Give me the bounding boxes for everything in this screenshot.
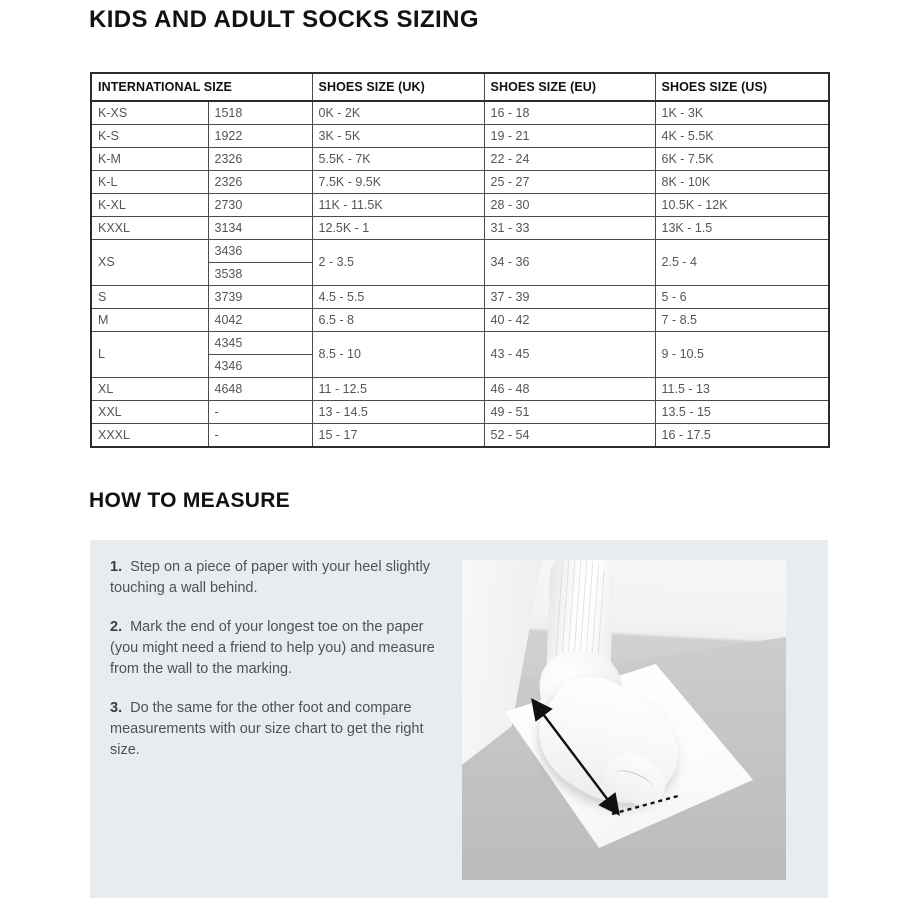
cell-us-size: 13.5 - 15 [655,401,829,424]
cell-uk-size: 8.5 - 10 [312,332,484,378]
cell-international-number: 2326 [208,171,312,194]
measure-step [110,617,440,680]
cell-international-number: 3739 [208,286,312,309]
cell-us-size: 6K - 7.5K [655,148,829,171]
measure-step-text: Do the same for the other foot and compare measurements with our size chart to get the right size. [110,700,424,758]
table-header-row [91,73,829,101]
table-body [91,101,829,447]
table-row [91,194,829,217]
cell-international-size: M [91,309,208,332]
cell-international-size: K-XS [91,101,208,125]
cell-us-size: 5 - 6 [655,286,829,309]
table-row [91,240,829,263]
cell-eu-size: 52 - 54 [484,424,655,448]
cell-eu-size: 40 - 42 [484,309,655,332]
page-title: KIDS AND ADULT SOCKS SIZING [89,6,479,33]
measure-step-number: 2. [110,619,123,635]
table-row [91,125,829,148]
cell-international-size: S [91,286,208,309]
cell-eu-size: 19 - 21 [484,125,655,148]
measure-steps-list [110,557,440,779]
table-row [91,171,829,194]
cell-international-size: K-S [91,125,208,148]
cell-us-size: 7 - 8.5 [655,309,829,332]
cell-international-size: K-M [91,148,208,171]
cell-international-number: 3538 [208,263,312,286]
cell-eu-size: 43 - 45 [484,332,655,378]
cell-uk-size: 15 - 17 [312,424,484,448]
cell-uk-size: 4.5 - 5.5 [312,286,484,309]
measure-step-text: Step on a piece of paper with your heel slightly touching a wall behind. [110,559,430,596]
cell-uk-size: 5.5K - 7K [312,148,484,171]
cell-us-size: 10.5K - 12K [655,194,829,217]
measure-step-number: 3. [110,700,123,716]
cell-eu-size: 28 - 30 [484,194,655,217]
cell-international-number: 4042 [208,309,312,332]
cell-international-number: 3436 [208,240,312,263]
cell-us-size: 11.5 - 13 [655,378,829,401]
cell-international-number: 4345 [208,332,312,355]
cell-eu-size: 31 - 33 [484,217,655,240]
cell-eu-size: 37 - 39 [484,286,655,309]
cell-uk-size: 11K - 11.5K [312,194,484,217]
cell-us-size: 8K - 10K [655,171,829,194]
cell-uk-size: 0K - 2K [312,101,484,125]
cell-international-number: 4648 [208,378,312,401]
cell-us-size: 2.5 - 4 [655,240,829,286]
column-header-international-size: INTERNATIONAL SIZE [91,73,312,101]
measure-step-number: 1. [110,559,123,575]
table-header [91,73,829,101]
cell-uk-size: 6.5 - 8 [312,309,484,332]
cell-uk-size: 7.5K - 9.5K [312,171,484,194]
cell-eu-size: 46 - 48 [484,378,655,401]
table-row [91,148,829,171]
cell-international-size: XXXL [91,424,208,448]
cell-international-number: 1922 [208,125,312,148]
cell-eu-size: 16 - 18 [484,101,655,125]
table-row [91,309,829,332]
table-row [91,401,829,424]
column-header-shoes-size-uk: SHOES SIZE (UK) [312,73,484,101]
size-chart-table [90,72,830,448]
cell-us-size: 4K - 5.5K [655,125,829,148]
cell-international-number: 2326 [208,148,312,171]
cell-eu-size: 25 - 27 [484,171,655,194]
table-row [91,286,829,309]
column-header-shoes-size-us: SHOES SIZE (US) [655,73,829,101]
cell-international-size: K-XL [91,194,208,217]
cell-international-number: 3134 [208,217,312,240]
measure-step [110,698,440,761]
measure-photo [462,560,786,880]
cell-uk-size: 11 - 12.5 [312,378,484,401]
cell-international-size: XL [91,378,208,401]
cell-international-size: K-L [91,171,208,194]
table-row [91,378,829,401]
cell-international-number: - [208,401,312,424]
cell-eu-size: 22 - 24 [484,148,655,171]
cell-us-size: 16 - 17.5 [655,424,829,448]
table-row [91,332,829,355]
measurement-arrow-icon [462,560,786,880]
measure-step [110,557,440,599]
cell-international-number: 2730 [208,194,312,217]
table-row [91,424,829,448]
table-row [91,101,829,125]
measure-step-text: Mark the end of your longest toe on the paper (you might need a friend to help you) and measure from the wall to the marking. [110,619,435,677]
cell-international-number: 1518 [208,101,312,125]
cell-uk-size: 2 - 3.5 [312,240,484,286]
cell-international-size: L [91,332,208,378]
how-to-measure-panel [90,540,828,898]
cell-eu-size: 49 - 51 [484,401,655,424]
cell-us-size: 1K - 3K [655,101,829,125]
cell-international-number: 4346 [208,355,312,378]
cell-eu-size: 34 - 36 [484,240,655,286]
table-row [91,217,829,240]
cell-international-number: - [208,424,312,448]
cell-international-size: KXXL [91,217,208,240]
cell-international-size: XS [91,240,208,286]
cell-us-size: 13K - 1.5 [655,217,829,240]
column-header-shoes-size-eu: SHOES SIZE (EU) [484,73,655,101]
cell-uk-size: 12.5K - 1 [312,217,484,240]
section-title-how-to-measure: HOW TO MEASURE [89,489,290,512]
cell-uk-size: 13 - 14.5 [312,401,484,424]
cell-us-size: 9 - 10.5 [655,332,829,378]
size-chart-table-container [90,72,828,448]
cell-uk-size: 3K - 5K [312,125,484,148]
cell-international-size: XXL [91,401,208,424]
